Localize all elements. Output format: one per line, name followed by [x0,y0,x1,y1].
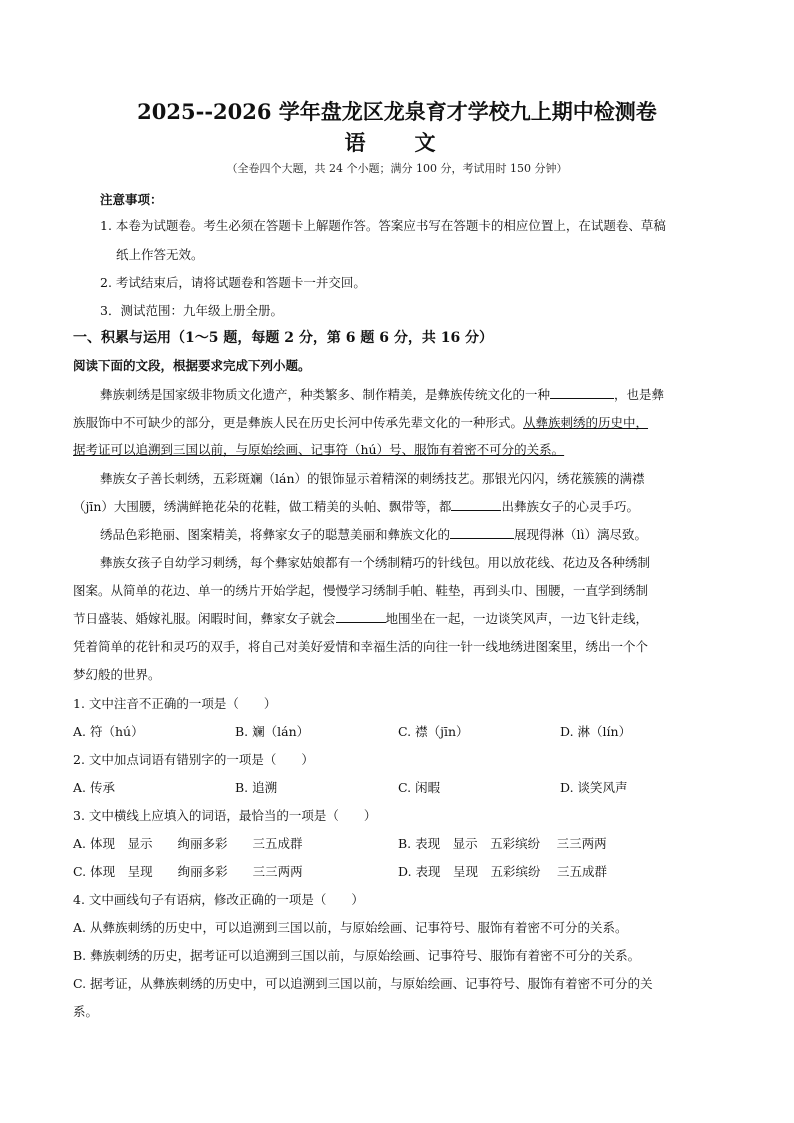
question-3-option-c[interactable]: C. 体现 呈现 绚丽多彩 三三两两 [73,864,303,879]
section1-instruction: 阅读下面的文段，根据要求完成下列小题。 [73,358,311,373]
notice-item-1: 1. 本卷为试题卷。考生必须在答题卡上解题作答。答案应书写在答题卡的相应位置上，在试题卷、草稿 [100,218,666,233]
question-1-option-d[interactable]: D. 淋（lín） [560,724,632,739]
fill-blank-4 [336,610,386,623]
notice-heading: 注意事项： [100,192,163,207]
question-3-option-a[interactable]: A. 体现 显示 绚丽多彩 三五成群 [73,836,303,851]
question-1-option-a[interactable]: A. 符（hú） [73,724,144,739]
subject-title: 语 文 [344,130,450,155]
notice-item-2: 2. 考试结束后，请将试题卷和答题卡一并交回。 [100,275,366,290]
passage-p2-line2: （jīn）大围腰，绣满鲜艳花朵的花鞋，做工精美的头帕、飘带等，都 出彝族女子的心灵手巧。 [73,499,639,514]
question-4-option-b[interactable]: B. 彝族刺绣的历史，据考证可以追溯到三国以前，与原始绘画、记事符号、服饰有着密不可分的关系。 [73,948,641,963]
question-4-option-a[interactable]: A. 从彝族刺绣的历史中，可以追溯到三国以前，与原始绘画、记事符号、服饰有着密不可分的关系。 [73,920,628,935]
question-2-stem: 2. 文中加点词语有错别字的一项是（ ） [73,752,314,767]
question-4-option-c-cont: 系。 [73,1004,99,1019]
fill-blank-1 [550,386,614,399]
notice-item-1-cont: 纸上作答无效。 [116,247,204,262]
underlined-sentence: 从彝族刺绣的历史中， [523,415,649,430]
question-1-option-b[interactable]: B. 斓（lán） [235,724,310,739]
passage-p4-line5: 梦幻般的世界。 [73,667,161,682]
question-3-option-b[interactable]: B. 表现 显示 五彩缤纷 三三两两 [398,836,607,851]
passage-p4-line2: 图案。从简单的花边、单一的绣片开始学起，慢慢学习绣制手帕、鞋垫，再到头巾、围腰，一直学到绣制 [73,583,649,598]
question-2-option-a[interactable]: A. 传承 [73,780,115,795]
question-3-option-d[interactable]: D. 表现 呈现 五彩缤纷 三五成群 [398,864,607,879]
question-4-stem: 4. 文中画线句子有语病，修改正确的一项是（ ） [73,892,364,907]
passage-p1-line1: 彝族刺绣是国家级非物质文化遗产，种类繁多、制作精美，是彝族传统文化的一种 ，也是彝 [100,387,665,402]
passage-p4-line4: 凭着简单的花针和灵巧的双手，将自己对美好爱情和幸福生活的向往一针一线地绣进图案里，绣出一个个 [73,639,649,654]
question-2-option-c[interactable]: C. 闲暇 [398,780,441,795]
question-4-option-c[interactable]: C. 据考证，从彝族刺绣的历史中，可以追溯到三国以前，与原始绘画、记事符号、服饰有着密不可分的关 [73,976,653,991]
notice-item-3: 3．测试范围：九年级上册全册。 [100,303,283,318]
passage-p2-line1: 彝族女子善长刺绣，五彩斑斓（lán）的银饰显示着精深的刺绣技艺。那银光闪闪，绣花簇簇的满襟 [100,471,645,486]
question-3-stem: 3. 文中横线上应填入的词语，最恰当的一项是（ ） [73,808,377,823]
passage-p4-line1: 彝族女孩子自幼学习刺绣，每个彝家姑娘都有一个绣制精巧的针线包。用以放花线、花边及各种绣制 [100,555,651,570]
passage-p1-line3: 据考证可以追溯到三国以前，与原始绘画、记事符（hú）号、服饰有着密不可分的关系。 [73,442,565,457]
question-2-option-d[interactable]: D. 谈笑风声 [560,780,628,795]
passage-p4-line3: 节日盛装、婚嫁礼服。闲暇时间，彝家女子就会 地围坐在一起，一边谈笑风声，一边飞针走线， [73,611,649,626]
passage-p3-line1: 绣品色彩艳丽、图案精美，将彝家女子的聪慧美丽和彝族文化的 展现得淋（lì）漓尽致。 [100,527,648,542]
exam-title: 2025--2026 学年盘龙区龙泉育才学校九上期中检测卷 [137,99,657,124]
fill-blank-2 [451,498,501,511]
question-2-option-b[interactable]: B. 追溯 [235,780,278,795]
question-1-stem: 1. 文中注音不正确的一项是（ ） [73,696,277,711]
fill-blank-3 [450,526,514,539]
question-1-option-c[interactable]: C. 襟（jīn） [398,724,469,739]
section1-heading: 一、积累与运用（1～5 题，每题 2 分，第 6 题 6 分，共 16 分） [73,330,494,346]
exam-note: （全卷四个大题，共 24 个小题；满分 100 分，考试用时 150 分钟） [226,162,568,175]
passage-p1-line2: 族服饰中不可缺少的部分，更是彝族人民在历史长河中传承先辈文化的一种形式。从彝族刺绣的历史中， [73,415,649,430]
